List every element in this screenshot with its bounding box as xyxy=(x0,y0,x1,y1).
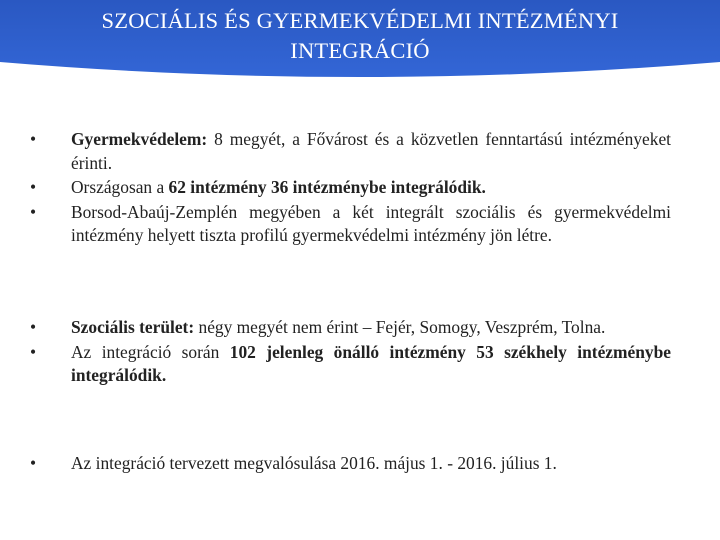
bullet-text: Borsod-Abaúj-Zemplén megyében a két integrált szociális és gyermekvédelmi intézmény helyett tiszta profilú gyermekvédelmi intézmény jön létre. xyxy=(71,201,671,245)
bullet-dot: • xyxy=(30,453,37,473)
bullet-dot: • xyxy=(30,129,37,149)
bullet-group-child-protection xyxy=(0,128,671,249)
bullet-text: Az integráció tervezett megvalósulása 2016. május 1. - 2016. július 1. xyxy=(71,453,557,473)
bullet-group-schedule xyxy=(0,452,671,477)
bullet-dot: • xyxy=(30,201,37,222)
bullet-text: négy megyét nem érint – Fejér, Somogy, Veszprém, Tolna. xyxy=(194,317,606,337)
bullet-bold: 102 jelenleg önálló intézmény 53 székhely intézménybe integrálódik. xyxy=(71,341,671,385)
bullet-item xyxy=(0,452,671,476)
slide-title xyxy=(40,6,680,66)
slide-title-line-2: INTEGRÁCIÓ xyxy=(290,38,430,63)
bullet-bold: Gyermekvédelem: xyxy=(71,129,208,149)
bullet-item xyxy=(0,341,671,388)
title-banner xyxy=(0,0,720,82)
bullet-dot: • xyxy=(30,177,37,197)
bullet-bold: Szociális terület: xyxy=(71,317,195,337)
bullet-item xyxy=(0,316,671,340)
bullet-bold: 62 intézmény 36 intézménybe integrálódik. xyxy=(168,177,486,197)
bullet-item xyxy=(0,201,671,248)
bullet-group-social-area xyxy=(0,316,671,389)
bullet-item xyxy=(0,176,671,200)
bullet-dot: • xyxy=(30,341,37,362)
slide-title-line-1: SZOCIÁLIS ÉS GYERMEKVÉDELMI INTÉZMÉNYI xyxy=(101,8,619,33)
bullet-text: Országosan a xyxy=(71,177,169,197)
bullet-dot: • xyxy=(30,317,37,337)
bullet-item xyxy=(0,128,671,175)
bullet-text: Az integráció során xyxy=(71,341,230,362)
bullet-text: 8 megyét, a Fővárost és a közvetlen fenntartású intézményeket érinti. xyxy=(71,129,671,173)
